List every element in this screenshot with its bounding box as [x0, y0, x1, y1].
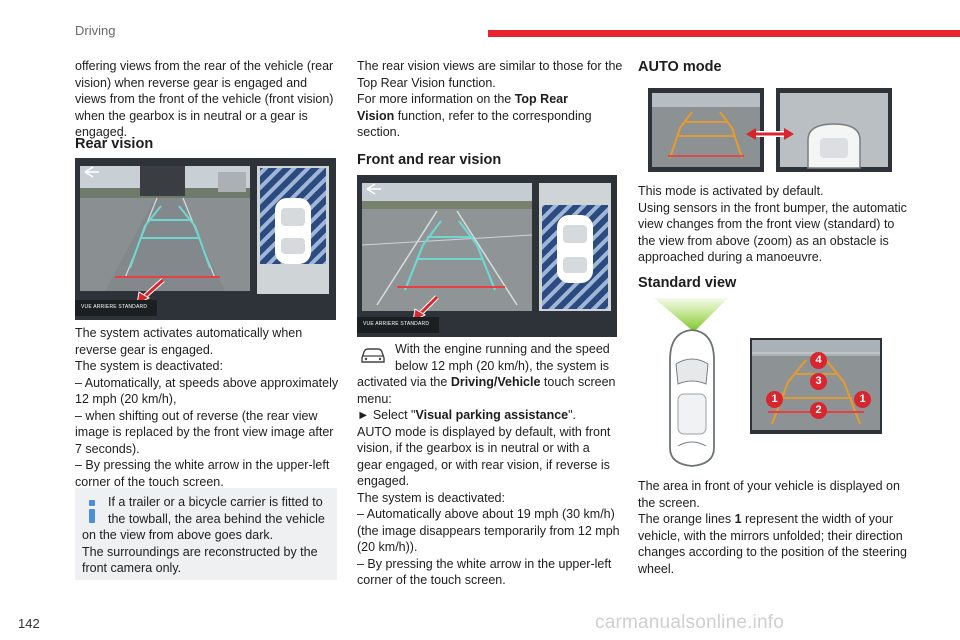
running-header: Driving	[75, 23, 116, 38]
text-line: engaged.	[357, 474, 410, 488]
text-line: – By pressing the white arrow in the upper-left	[357, 556, 612, 571]
standard-view-illustration	[646, 298, 886, 468]
select-instruction: ► Select "Visual parking assistance".	[357, 408, 577, 422]
engine-text-indented	[395, 341, 625, 374]
text-line: (20 km/h)).	[357, 540, 418, 554]
watermark: carmanualsonline.info	[595, 612, 785, 633]
intro-paragraph: offering views from the rear of the vehicle (rear vision) when reverse gear is engaged and views from the front of the vehicle (front vision) when the gearbox is in neutral or a gear is engaged.	[75, 59, 334, 139]
text-line: – Automatically above about 19 mph (30 km/h)	[357, 507, 615, 521]
text-line: corner of the touch screen.	[75, 474, 224, 489]
text-line: vehicle, with the mirrors unfolded; their direction	[638, 528, 903, 543]
col2-intro	[357, 58, 627, 141]
text-line: 12 mph (20 km/h),	[75, 392, 177, 406]
text-line: AUTO mode is displayed by default, with front	[357, 424, 611, 439]
activation-paragraph	[357, 374, 627, 589]
note-line: If a trailer or a bicycle carrier is fitted to	[108, 495, 323, 509]
text-line: gear engaged, or with rear vision, if reverse is	[357, 457, 610, 472]
text-line: The system activates automatically when	[75, 326, 303, 340]
text-line: vision, if the gearbox is in neutral or with a	[357, 441, 590, 455]
text-line: With the engine running and the speed	[395, 342, 610, 356]
text-line: Top Rear Vision function.	[357, 75, 496, 90]
text-line: image is replaced by the front view image after	[75, 425, 334, 439]
rear-vision-description	[75, 325, 345, 490]
auto-mode-illustration	[648, 88, 894, 174]
text-line: 7 seconds).	[75, 441, 140, 456]
text-line: approached during a manoeuvre.	[638, 250, 823, 264]
callout-badge-3: 3	[810, 373, 827, 390]
text-line: For more information on the Top Rear	[357, 92, 568, 106]
callout-badge-4: 4	[810, 352, 827, 369]
text-line: the view from above (zoom) as an obstacle is	[638, 233, 889, 248]
text-line: the screen.	[638, 495, 700, 510]
auto-mode-description	[638, 183, 908, 266]
note-line: The surroundings are reconstructed by the	[82, 544, 318, 559]
note-line: on the view from above goes dark.	[82, 528, 274, 542]
text-line: below 12 mph (20 km/h), the system is	[395, 358, 609, 373]
text-line: The rear vision views are similar to those for the	[357, 59, 623, 73]
info-note-box	[75, 488, 337, 580]
text-line: (the image disappears temporarily from 12 mph	[357, 523, 620, 538]
note-line: the towball, the area behind the vehicle	[108, 511, 325, 526]
text-line: wheel.	[638, 561, 675, 576]
callout-badge-1-left: 1	[766, 391, 783, 408]
callout-badge-1-right: 1	[854, 391, 871, 408]
text-line: activated via the Driving/Vehicle touch screen	[357, 375, 616, 389]
text-line: The area in front of your vehicle is displayed on	[638, 479, 900, 493]
page-number: 142	[18, 616, 40, 631]
text-line: The system is deactivated:	[75, 359, 223, 373]
text-line: The system is deactivated:	[357, 490, 505, 505]
auto-mode-title: AUTO mode	[638, 59, 722, 75]
vehicle-menu-icon	[358, 344, 388, 366]
text-line: Vision function, refer to the corresponding	[357, 108, 592, 123]
callout-badge-2: 2	[810, 402, 827, 419]
text-line: reverse gear is engaged.	[75, 342, 214, 357]
text-line: view changes from the front view (standard) to	[638, 217, 895, 231]
text-line: This mode is activated by default.	[638, 184, 824, 198]
standard-view-description	[638, 478, 913, 577]
header-accent-bar	[488, 30, 960, 37]
text-line: Using sensors in the front bumper, the automatic	[638, 200, 907, 215]
screen-label: VUE ARRIERE STANDARD	[81, 304, 148, 310]
text-line: section.	[357, 125, 401, 139]
text-line: corner of the touch screen.	[357, 573, 506, 587]
text-line: changes according to the position of the steering	[638, 545, 907, 559]
note-line: front camera only.	[82, 561, 182, 575]
rear-vision-title: Rear vision	[75, 136, 154, 152]
front-rear-vision-title: Front and rear vision	[357, 152, 502, 168]
rear-vision-screen-image	[75, 158, 336, 320]
text-line: – when shifting out of reverse (the rear view	[75, 408, 318, 423]
front-rear-screen-image	[357, 175, 617, 337]
screen-label: VUE ARRIERE STANDARD	[363, 321, 430, 327]
text-line: – By pressing the white arrow in the upper-left	[75, 458, 330, 472]
text-line: The orange lines 1 represent the width of your	[638, 512, 894, 526]
text-line: – Automatically, at speeds above approximately	[75, 375, 339, 390]
standard-view-title: Standard view	[638, 275, 737, 291]
info-icon	[89, 500, 95, 523]
text-line: menu:	[357, 391, 392, 406]
